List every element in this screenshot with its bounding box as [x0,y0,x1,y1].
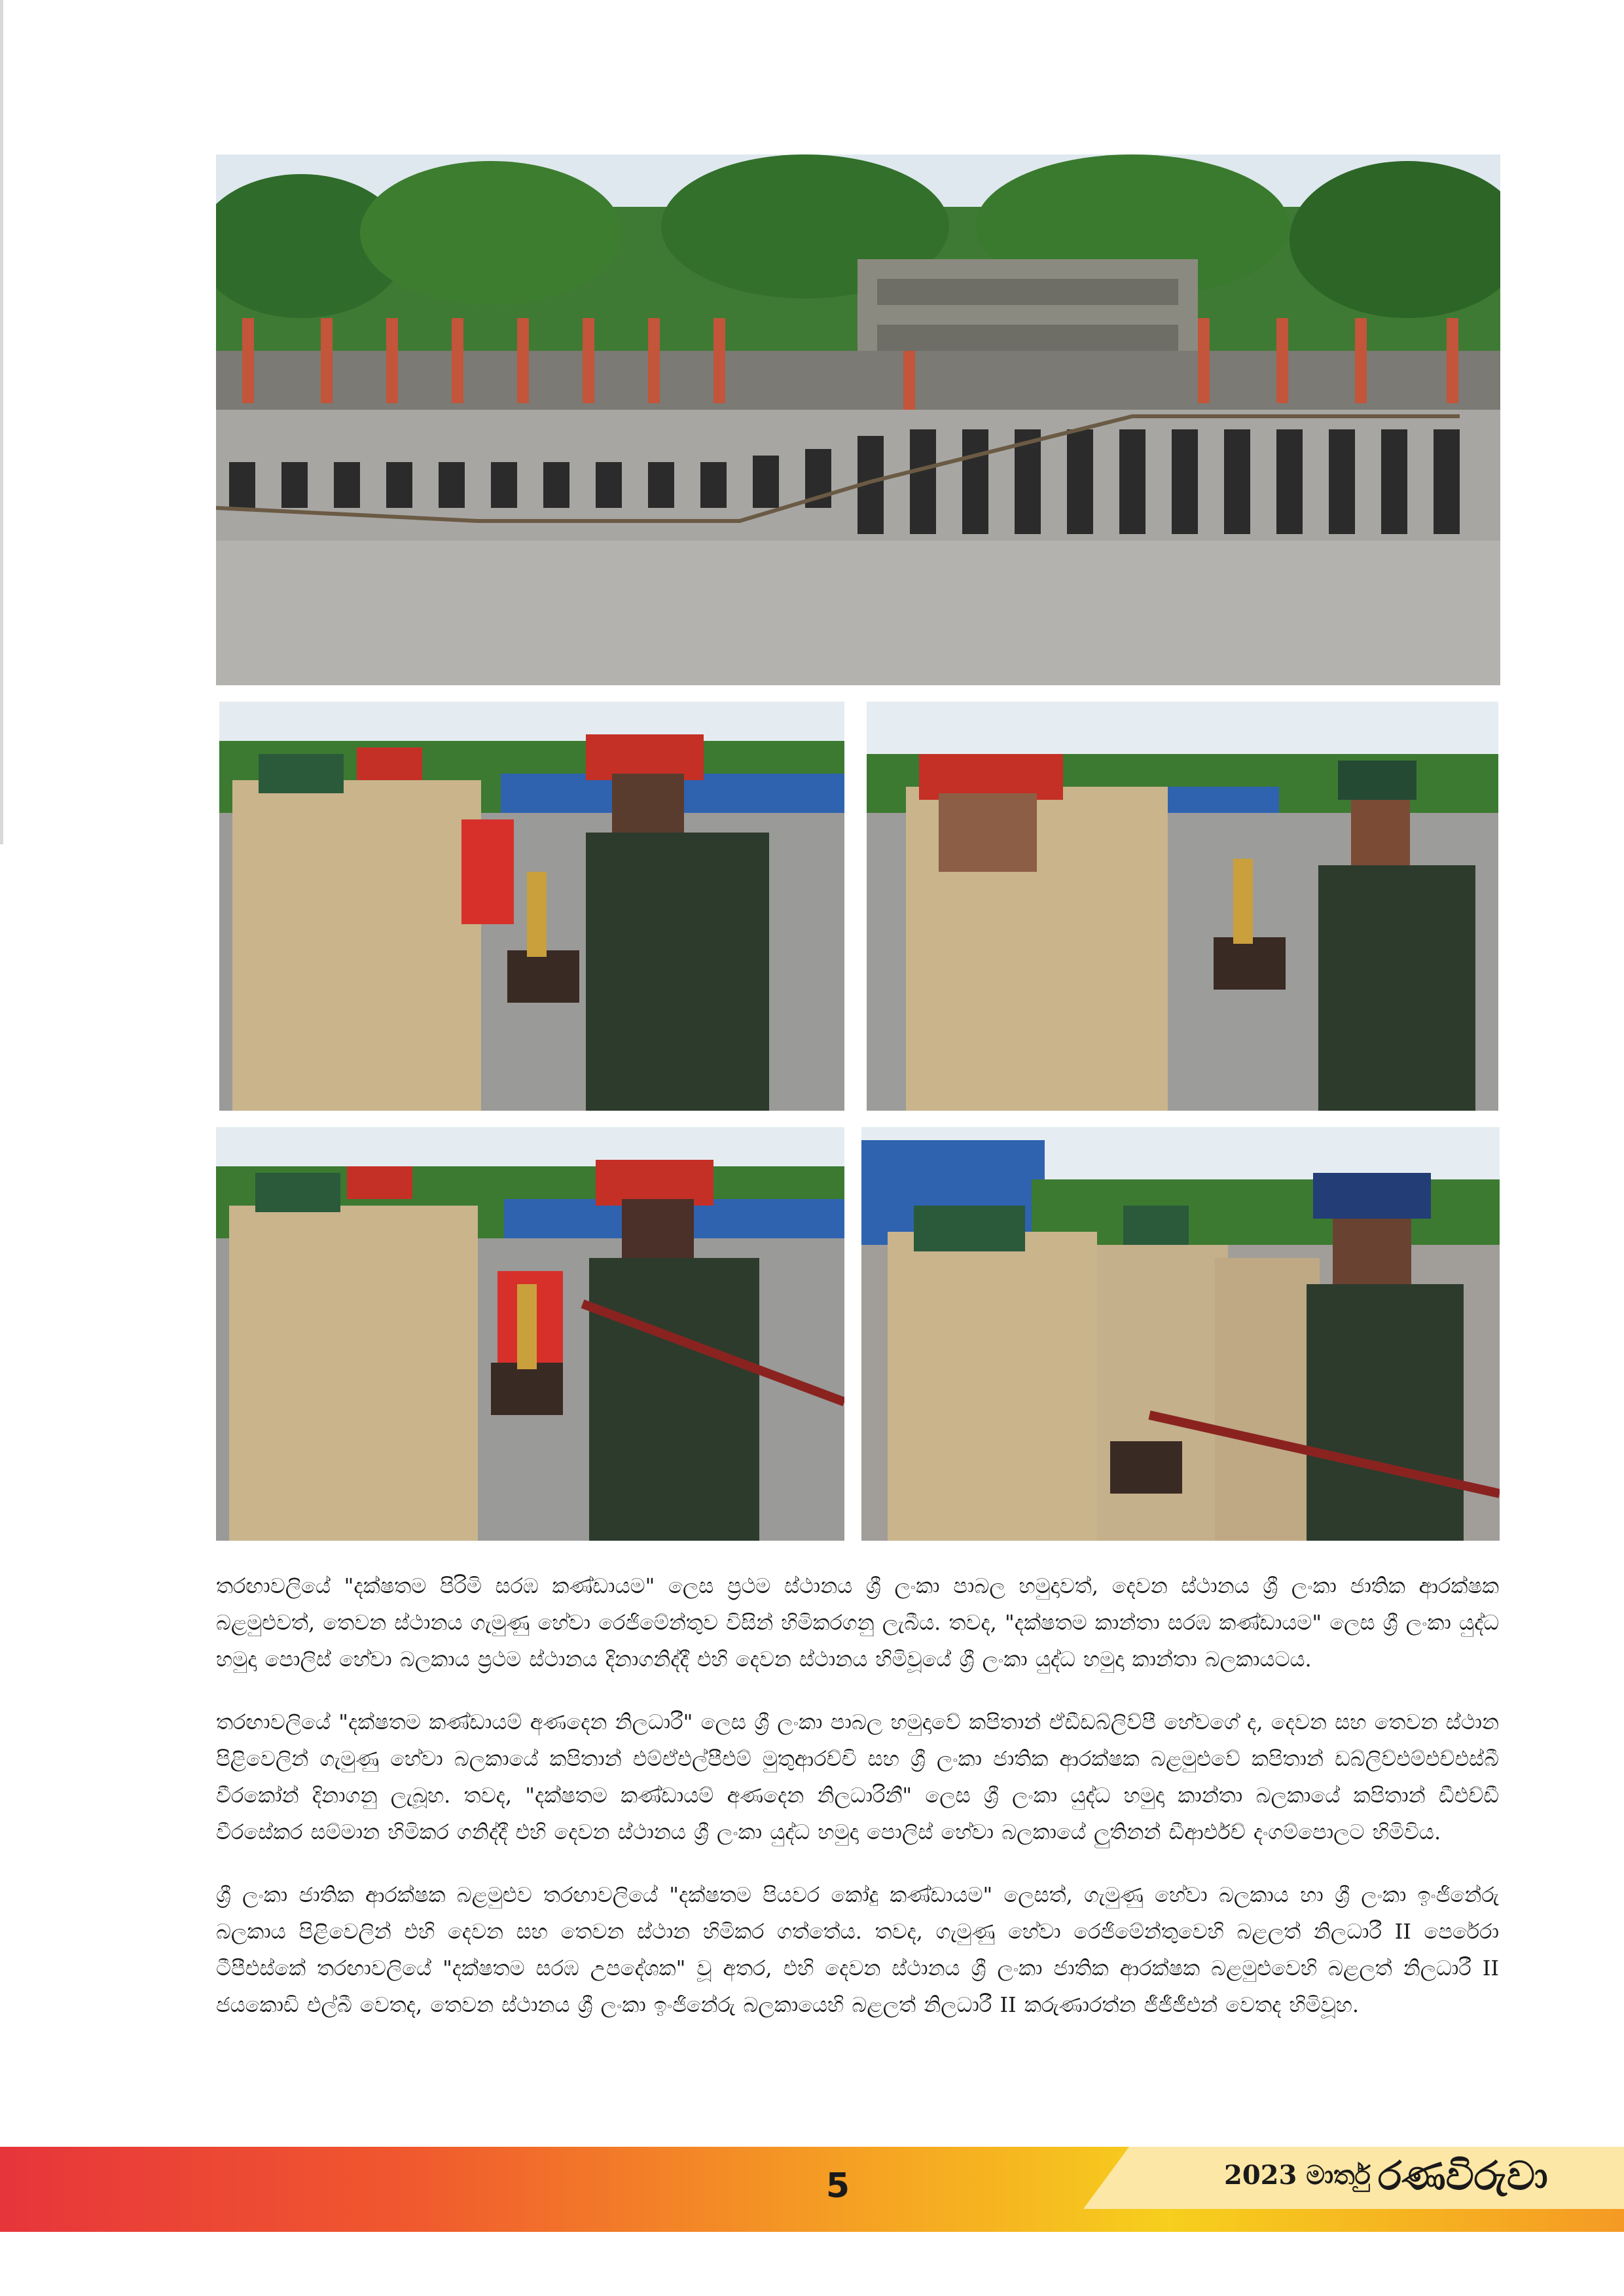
trophy-presentation-photo-3 [216,1127,844,1541]
trophy-presentation-photo-2 [867,702,1498,1111]
trophy-presentation-photo-1 [219,702,844,1111]
article-paragraph-2: තරඟාවලියේ "දක්ෂතම කණ්ඩායම් අණදෙන නිලධාරී" ලෙස ශ්‍රී ලංකා පාබල හමුදාවේ කපිතාන් ඒඩීඩබ්ලිව්පී හේවගේ ද, දෙවන සහ තෙවන ස්ථාන පිළිවෙලින් ගැමුණු හේවා බලකායේ කපිතාන් එම්ඒඑල්පීඑම් මුතුආරච්චි සහ ශ්‍රී ලංකා ජාතික ආරක්ෂක බළමුළුවේ කපිතාන් ඩබ්ලිව්එම්එච්එස්බී වීරකෝන් දිනාගනු ලැබූහ. තවද, "දක්ෂතම කණ්ඩායම් අණදෙන නිලධාරිනී" ලෙස ශ්‍රී ලංකා යුද්ධ හමුදා කාන්තා බලකායේ කපිතාන් ඩීඑච්ඩී වීරසේකර සම්මාන හිමිකර ගනිද්දී එහි දෙවන ස්ථානය ශ්‍රී ලංකා යුද්ධ හමුදා පොලිස් හේවා බලකායේ ලුතිනන් ඩීආර්එච් දංගම්පොලට හිමිවිය. [216,1710,1499,1844]
article-body [216,1568,1499,2049]
page-edge-strip [0,0,3,844]
article-paragraph-1: තරඟාවලියේ "දක්ෂතම පිරිමි සරඹ කණ්ඩායම" ලෙස ප්‍රථම ස්ථානය ශ්‍රී ලංකා පාබල හමුදාවත්, දෙවන ස්ථානය ශ්‍රී ලංකා ජාතික ආරක්ෂක බළමුළුවත්, තෙවන ස්ථානය ගැමුණු හේවා රෙජිමේන්තුව විසින් හිමිකරගනු ලැබීය. තවද, "දක්ෂතම කාන්තා සරඹ කණ්ඩායම" ලෙස ශ්‍රී ලංකා යුද්ධ හමුදා පොලිස් හේවා බලකාය ප්‍රථම ස්ථානය දිනාගනිද්දී එහි දෙවන ස්ථානය හිමිවූයේ ශ්‍රී ලංකා යුද්ධ හමුදා කාන්තා බලකායටය. [216,1573,1499,1672]
trophy-presentation-photo-4 [861,1127,1500,1541]
page-number: 5 [825,2166,850,2206]
page-footer [0,2147,1624,2296]
article-paragraph-3: ශ්‍රී ලංකා ජාතික ආරක්ෂක බළමුළුව තරඟාවලියේ "දක්ෂතම පියවර කෝදු කණ්ඩායම" ලෙසත්, ගැමුණු හේවා බලකාය හා ශ්‍රී ලංකා ඉංජිනේරු බලකාය පිළිවෙලින් එහි දෙවන සහ තෙවන ස්ථාන හිමිකර ගත්තේය. තවද, ගැමුණු හේවා රෙජිමේන්තුවෙහි බළලත් නිලධාරී II පෙරේරා ටීපීඑස්කේ තරඟාවලියේ "දක්ෂතම සරඹ උපදේශක" වූ අතර, එහි දෙවන ස්ථානය ශ්‍රී ලංකා ජාතික ආරක්ෂක බළමුළුවෙහි බළලත් නිලධාරී II ජයකොඩි එල්බී වෙතද, තෙවන ස්ථානය ශ්‍රී ලංකා ඉංජිනේරු බලකායෙහි බළලත් නිලධාරී II කරුණාරත්න ජීජීජීඑන් වෙතද හිමිවූහ. [216,1882,1499,2017]
parade-rope-drill-photo [216,154,1500,685]
magazine-title: රණවිරුවා [1378,2153,1548,2199]
issue-date: 2023 මාර්තු [1224,2160,1371,2191]
